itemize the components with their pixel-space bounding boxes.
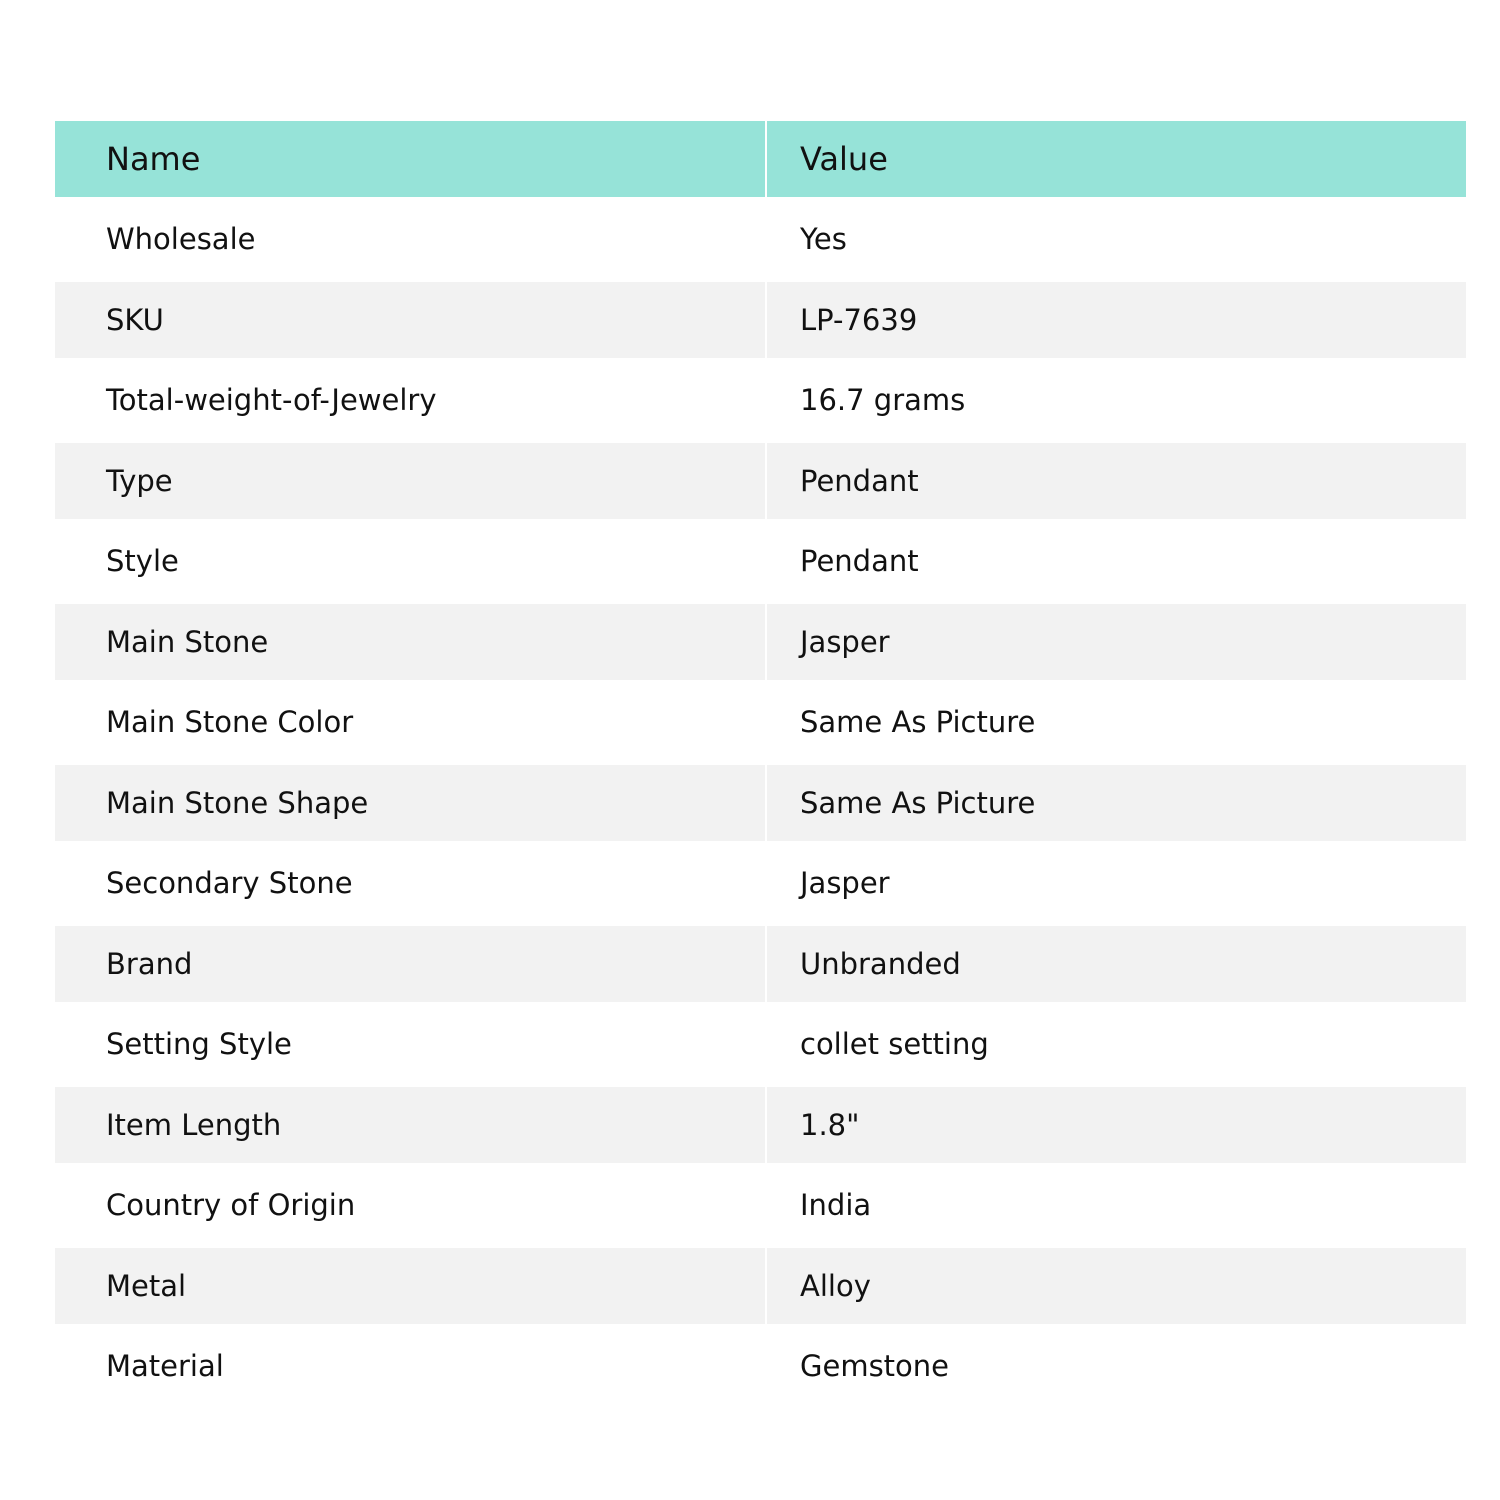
row-value-cell: 1.8": [766, 1087, 1466, 1163]
specifications-table: [55, 121, 1466, 1409]
row-value-cell: India: [766, 1163, 1466, 1248]
row-name-cell: Brand: [55, 926, 766, 1002]
table-body: [55, 197, 1466, 1409]
table-row: [55, 680, 1466, 765]
header-row: [55, 121, 1466, 197]
row-value-cell: collet setting: [766, 1002, 1466, 1087]
row-name-cell: Main Stone: [55, 604, 766, 680]
row-value-cell: Jasper: [766, 604, 1466, 680]
value-column-header: Value: [766, 121, 1466, 197]
table-row: [55, 1248, 1466, 1324]
table-row: [55, 1002, 1466, 1087]
row-value-cell: Same As Picture: [766, 765, 1466, 841]
row-name-cell: Total-weight-of-Jewelry: [55, 358, 766, 443]
row-value-cell: LP-7639: [766, 282, 1466, 358]
table-row: [55, 443, 1466, 519]
table-row: [55, 1324, 1466, 1409]
row-value-cell: Pendant: [766, 519, 1466, 604]
table-row: [55, 765, 1466, 841]
row-name-cell: Item Length: [55, 1087, 766, 1163]
row-value-cell: Gemstone: [766, 1324, 1466, 1409]
row-value-cell: Jasper: [766, 841, 1466, 926]
row-name-cell: Main Stone Color: [55, 680, 766, 765]
row-value-cell: Alloy: [766, 1248, 1466, 1324]
row-name-cell: Style: [55, 519, 766, 604]
table-row: [55, 926, 1466, 1002]
table-row: [55, 1163, 1466, 1248]
table-row: [55, 358, 1466, 443]
table-header: [55, 121, 1466, 197]
row-name-cell: Secondary Stone: [55, 841, 766, 926]
row-name-cell: Metal: [55, 1248, 766, 1324]
table-row: [55, 604, 1466, 680]
row-name-cell: Country of Origin: [55, 1163, 766, 1248]
table-row: [55, 197, 1466, 282]
row-name-cell: SKU: [55, 282, 766, 358]
row-name-cell: Material: [55, 1324, 766, 1409]
row-value-cell: Same As Picture: [766, 680, 1466, 765]
table-row: [55, 282, 1466, 358]
row-value-cell: Pendant: [766, 443, 1466, 519]
row-name-cell: Wholesale: [55, 197, 766, 282]
row-name-cell: Type: [55, 443, 766, 519]
row-value-cell: Yes: [766, 197, 1466, 282]
row-name-cell: Setting Style: [55, 1002, 766, 1087]
row-name-cell: Main Stone Shape: [55, 765, 766, 841]
row-value-cell: 16.7 grams: [766, 358, 1466, 443]
row-value-cell: Unbranded: [766, 926, 1466, 1002]
name-column-header: Name: [55, 121, 766, 197]
table-row: [55, 519, 1466, 604]
table-row: [55, 841, 1466, 926]
table-row: [55, 1087, 1466, 1163]
